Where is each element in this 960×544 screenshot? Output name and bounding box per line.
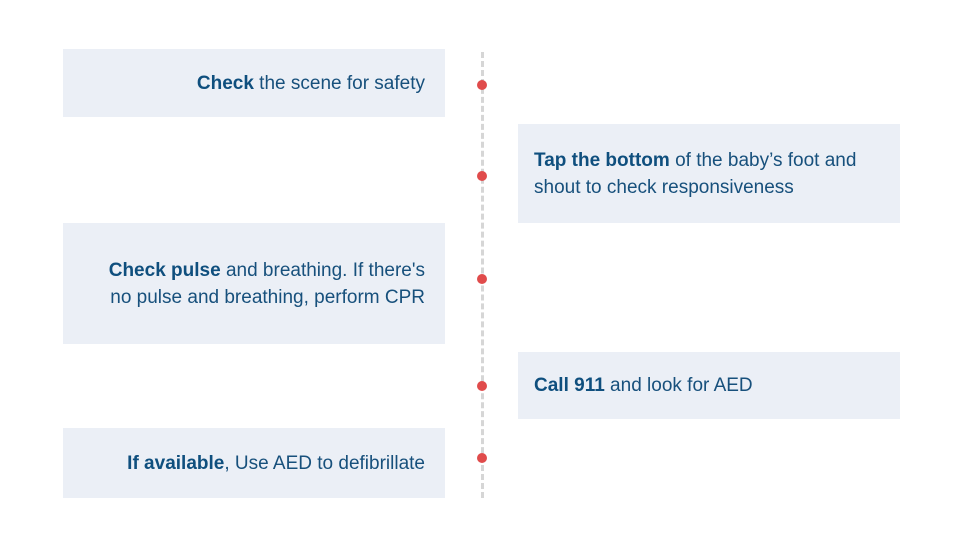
timeline-dot-4 xyxy=(477,381,487,391)
step-card-2 xyxy=(518,124,900,223)
timeline-dot-5 xyxy=(477,453,487,463)
step-keyword-4: Call 911 xyxy=(534,375,605,396)
step-keyword-2: Tap the bottom xyxy=(534,149,670,171)
step-text-2 xyxy=(534,147,884,201)
timeline-dot-3 xyxy=(477,274,487,284)
step-detail-5: , Use AED to defibrillate xyxy=(224,452,425,474)
step-text-3 xyxy=(85,257,425,311)
step-card-5 xyxy=(63,428,445,498)
step-keyword-5: If available xyxy=(127,452,225,474)
step-text-4 xyxy=(534,372,753,399)
step-text-5 xyxy=(127,450,425,477)
timeline-dot-1 xyxy=(477,80,487,90)
step-detail-2: of the baby’s foot and shout to check responsiveness xyxy=(534,149,857,198)
step-detail-1: the scene for safety xyxy=(253,72,425,94)
timeline-dot-2 xyxy=(477,171,487,181)
step-keyword-3: Check pulse xyxy=(108,259,221,281)
step-text-1 xyxy=(197,70,425,97)
step-card-1 xyxy=(63,49,445,117)
step-keyword-1: Check xyxy=(196,72,254,94)
step-card-4 xyxy=(518,352,900,419)
step-detail-3: and breathing. If there's no pulse and breathing, perform CPR xyxy=(110,259,425,308)
step-card-3 xyxy=(63,223,445,344)
step-detail-4: and look for AED xyxy=(604,375,753,396)
